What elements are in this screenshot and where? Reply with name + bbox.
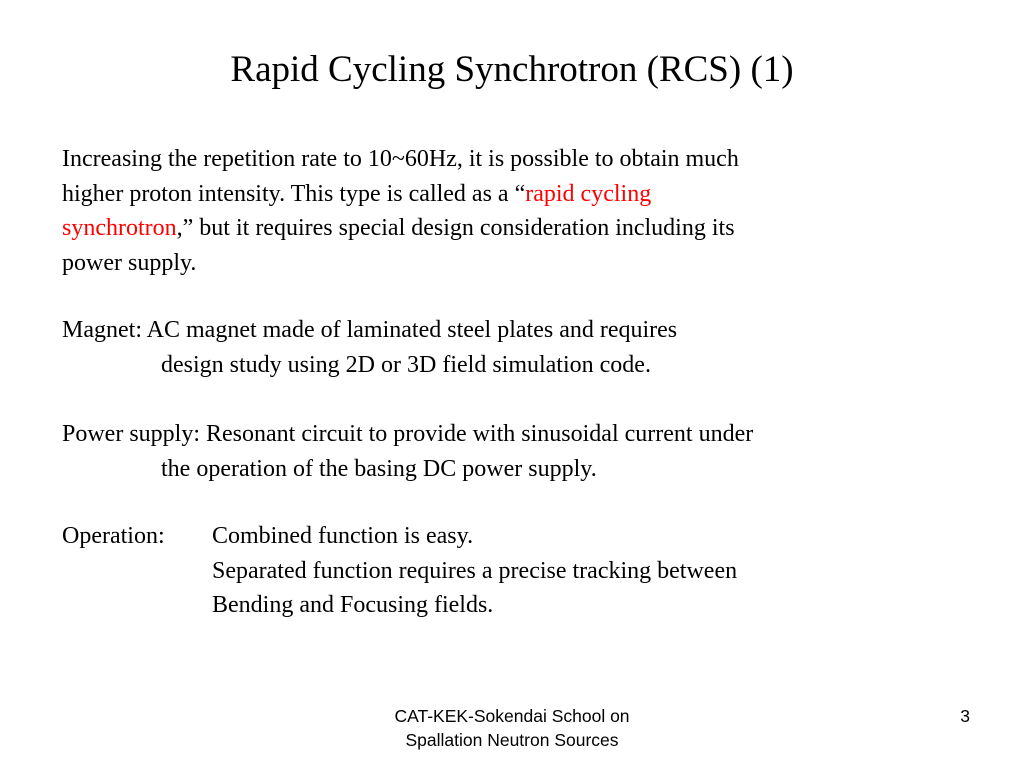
operation-line-2: Separated function requires a precise tracking between xyxy=(212,557,738,584)
footer-line-2: Spallation Neutron Sources xyxy=(405,730,619,750)
page-number: 3 xyxy=(960,706,970,726)
operation-label: Operation: xyxy=(62,523,165,549)
operation-row-1 xyxy=(62,519,737,554)
footer xyxy=(0,704,1024,752)
magnet-line-1: Magnet: AC magnet made of laminated steel plates and requires xyxy=(62,317,678,343)
intro-paragraph xyxy=(62,142,739,280)
operation-paragraph xyxy=(62,519,737,623)
power-supply-line-2: the operation of the basing DC power supply. xyxy=(161,455,597,482)
footer-line-1: CAT-KEK-Sokendai School on xyxy=(394,706,630,726)
highlight-rapid-cycling: rapid cycling xyxy=(525,180,652,207)
intro-line-4: power supply. xyxy=(62,249,197,276)
intro-line-2 xyxy=(62,177,739,212)
intro-line-3 xyxy=(62,211,739,246)
operation-line-1: Combined function is easy. xyxy=(212,523,474,549)
magnet-line-2: design study using 2D or 3D field simulation code. xyxy=(161,351,651,378)
operation-line-3: Bending and Focusing fields. xyxy=(212,592,494,618)
intro-line-3-text: ,” but it requires special design consideration including its xyxy=(176,215,735,241)
intro-line-2-text: higher proton intensity. This type is called as a “ xyxy=(62,180,526,207)
power-supply-line-1: Power supply: Resonant circuit to provide with sinusoidal current under xyxy=(62,421,754,447)
power-supply-paragraph xyxy=(62,417,753,486)
magnet-paragraph xyxy=(62,313,677,382)
intro-line-1: Increasing the repetition rate to 10~60Hz, it is possible to obtain much xyxy=(62,146,739,172)
slide-title: Rapid Cycling Synchrotron (RCS) (1) xyxy=(230,49,794,90)
highlight-synchrotron: synchrotron xyxy=(62,215,177,241)
